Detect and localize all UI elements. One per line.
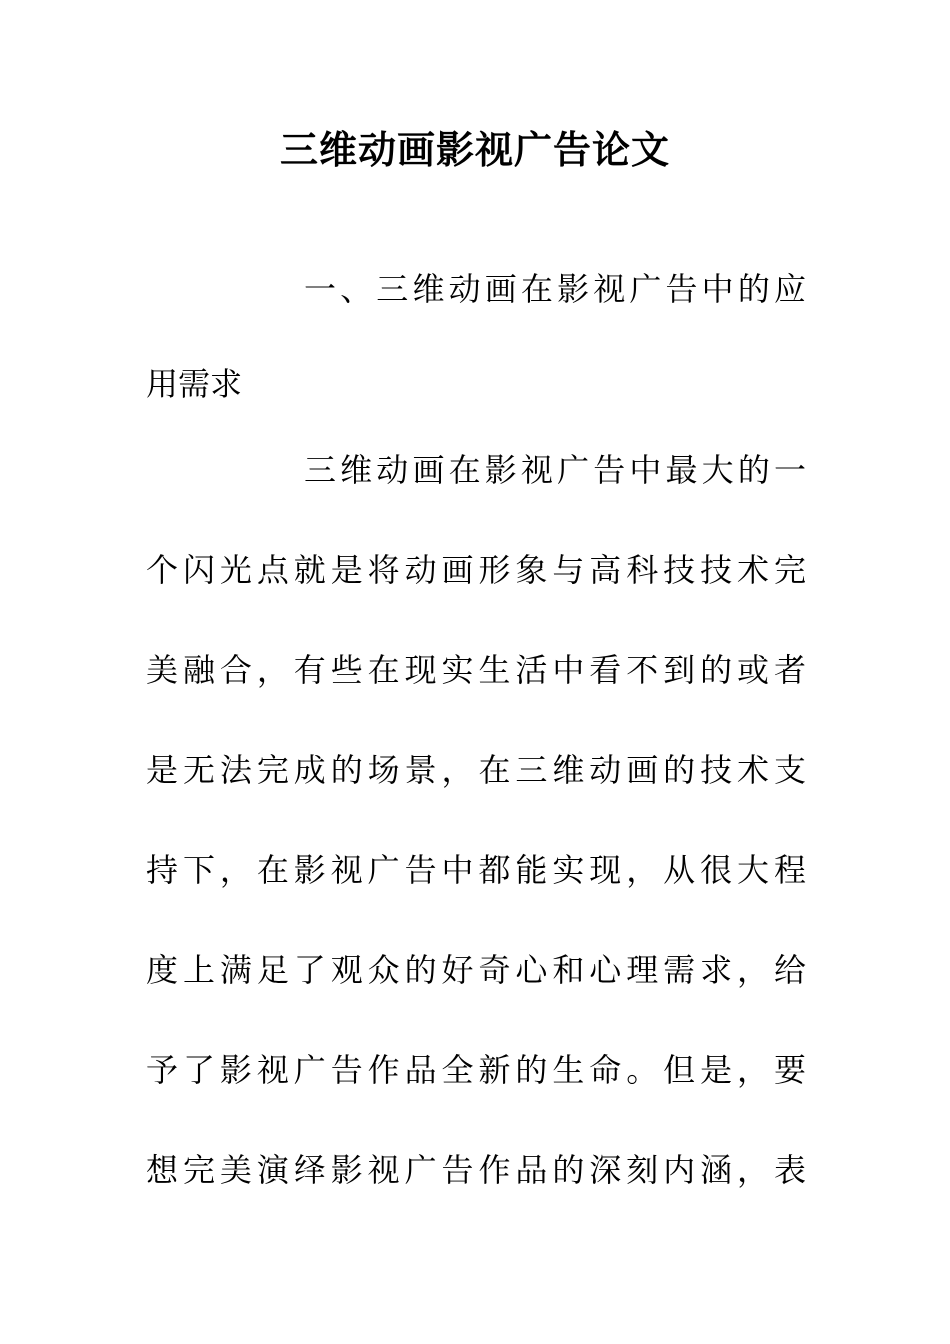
section-heading-line-1: 一、三维动画在影视广告中的应 xyxy=(304,270,806,308)
paragraph-line: 三维动画在影视广告中最大的一 xyxy=(304,451,806,489)
paragraph-line: 持下，在影视广告中都能实现，从很大程 xyxy=(146,851,806,889)
paragraph-line: 度上满足了观众的好奇心和心理需求，给 xyxy=(146,951,806,989)
paragraph-line: 美融合，有些在现实生活中看不到的或者 xyxy=(146,651,806,689)
paragraph-line: 个闪光点就是将动画形象与高科技技术完 xyxy=(146,551,806,589)
section-heading-line-2: 用需求 xyxy=(146,365,243,403)
paragraph-line: 予了影视广告作品全新的生命。但是，要 xyxy=(146,1051,806,1089)
paragraph-line: 是无法完成的场景，在三维动画的技术支 xyxy=(146,751,806,789)
paragraph-line: 想完美演绎影视广告作品的深刻内涵，表 xyxy=(146,1151,806,1189)
document-title: 三维动画影视广告论文 xyxy=(279,127,670,172)
